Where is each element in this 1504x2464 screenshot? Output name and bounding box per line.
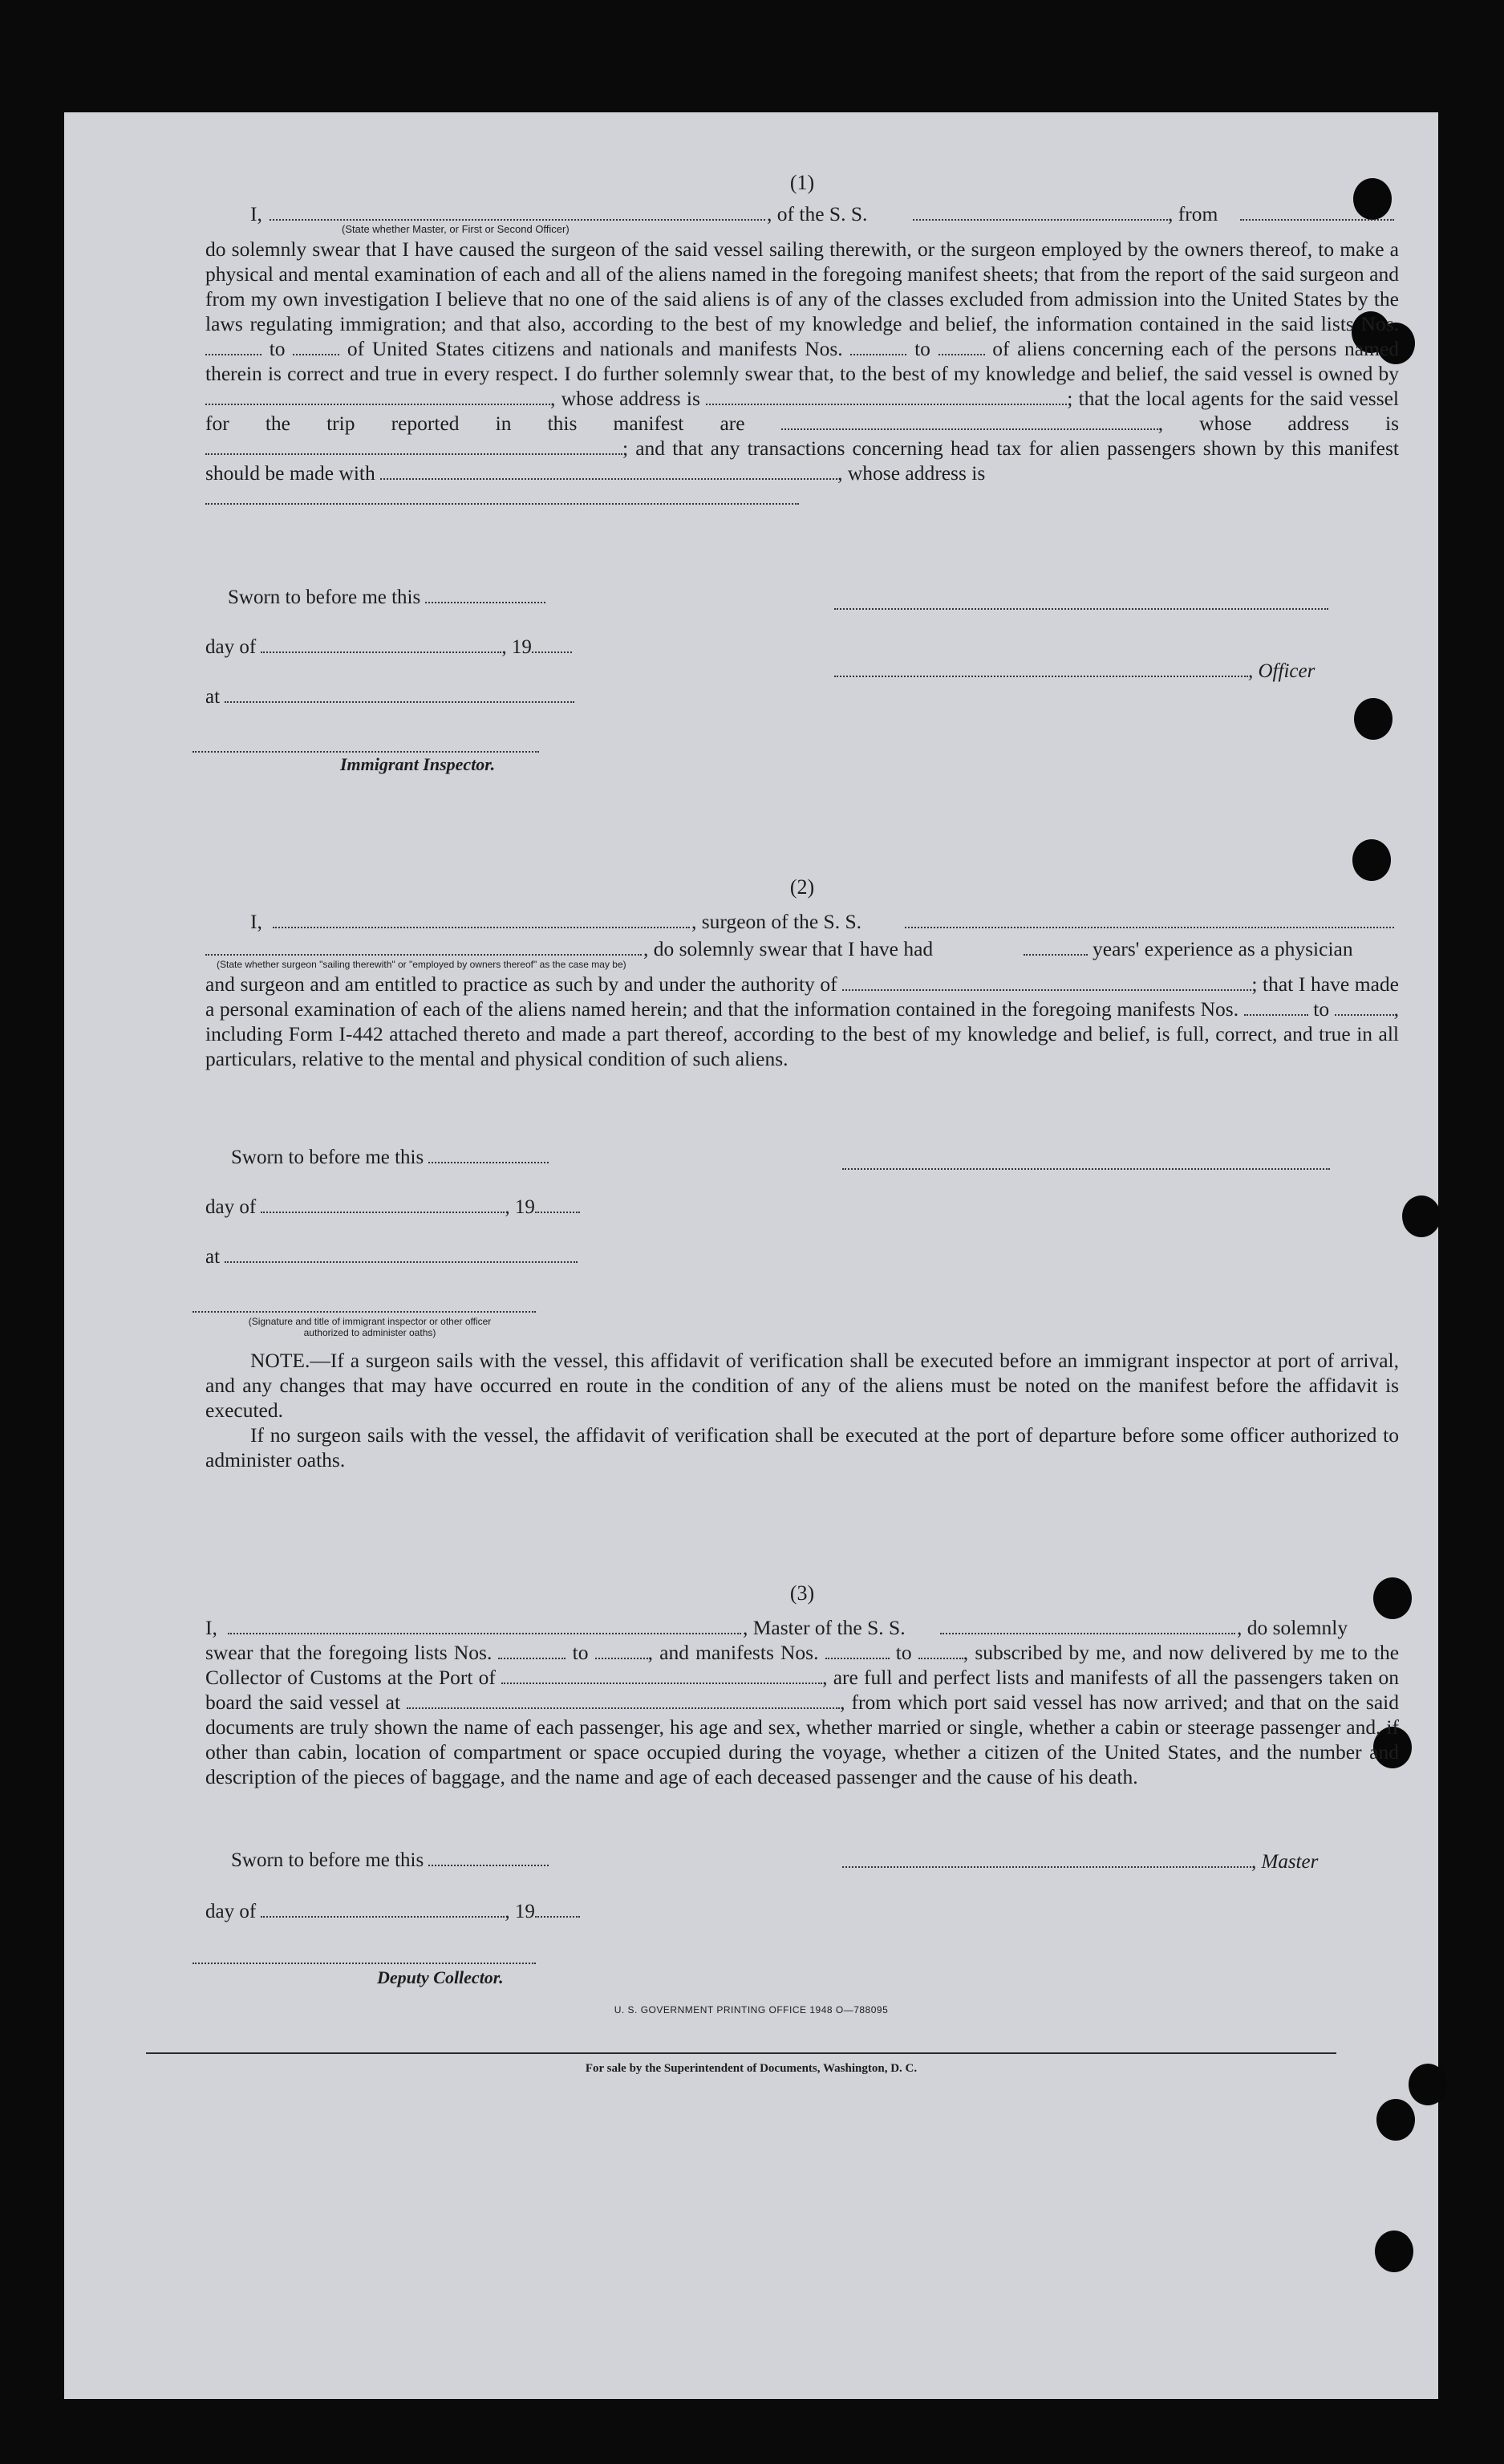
name-field[interactable] — [270, 203, 765, 221]
lists-from-field[interactable] — [498, 1642, 566, 1659]
officer-line — [834, 660, 1315, 683]
officer-signature-field[interactable] — [834, 660, 1248, 677]
section-heading: (2) — [789, 875, 815, 899]
at-label: at — [205, 1246, 221, 1268]
whose-address-label: , whose address is — [550, 387, 700, 410]
inspector-label: Immigrant Inspector. — [340, 754, 496, 774]
oath-part-2: of United States citizens and nationals and manifests Nos. — [347, 337, 843, 360]
inspector-signature-line — [193, 1311, 536, 1313]
i-label: I, — [205, 1616, 217, 1639]
head-tax-field[interactable] — [380, 462, 837, 480]
date-line — [205, 635, 572, 659]
agents-field[interactable] — [781, 412, 1158, 430]
oath-part-3: manifests of all the passengers taken on board the said vessel at — [205, 1666, 1399, 1714]
surgeon-oath-text: and surgeon and am entitled to practice as such by and under the authority of ; that I have made a personal examination of each of the aliens named herein; and that the information contained in the foregoing manifests Nos. to , including Form I-442 attached thereto and made a part thereof, according to the best of my knowledge and belief, is full, correct, and true in all particulars, relative to the mental and physical condition of such aliens. — [205, 972, 1400, 1070]
manifests-label: , and manifests Nos. — [647, 1641, 819, 1664]
note-text-2: If no surgeon sails with the vessel, the affidavit of verification shall be executed at the port of departure before some officer authorized to administer oaths. — [205, 1423, 1399, 1471]
departure-port-field[interactable] — [407, 1691, 840, 1709]
vessel-name-field[interactable] — [940, 1617, 1235, 1634]
affidavit-3 — [205, 1581, 1399, 1789]
section-heading: (1) — [789, 171, 815, 194]
affidavit-2 — [205, 875, 1399, 1071]
i-label: I, — [250, 910, 262, 933]
agents-address-field[interactable] — [205, 437, 622, 455]
authority-field[interactable] — [842, 973, 1251, 991]
note-section — [205, 1348, 1399, 1472]
oath-text: do solemnly swear that I have caused the surgeon of the said vessel sailing therewith, or the surgeon employed by the owners thereof, to make a physical and mental examination of each and all of the aliens named in the foregoing manifest sheets; that from the report of the said surgeon and from my own investigation I believe that no one of the said aliens is of any of the classes excluded from admission into the United States by the laws regulating immigration; and that also, according to the best of my knowledge and belief, the information contained in the said lists Nos. to of United States citizens and nationals and manifests Nos. to of aliens concerning each of the persons named therein is correct and true in every respect. I do further solemnly swear that, to the best of my knowledge and belief, the said vessel is owned by , whose address is ; that the local agents for the said vessel for the trip reported in this manifest are , whose address is ; and that any transactions concerning head tax for alien passengers shown by this manifest should be made with , whose address is — [205, 237, 1400, 485]
surgeon-of-label: , surgeon of the S. S. — [691, 910, 862, 933]
from-port-field[interactable] — [1240, 203, 1394, 221]
date-line — [205, 1195, 580, 1219]
sworn-line — [231, 1146, 549, 1169]
at-label: at — [205, 686, 221, 708]
field-hint: (State whether Master, or First or Second Officer) — [342, 223, 570, 235]
oath-part-2: that I have made a personal examination of each of the aliens named herein; and that the information contained in the foregoing manifests Nos. — [205, 972, 1400, 1021]
punch-hole — [1375, 2231, 1413, 2272]
year-field[interactable] — [535, 1900, 580, 1918]
sale-notice: For sale by the Superintendent of Documents, Washington, D. C. — [585, 2062, 918, 2075]
at-line — [205, 1245, 578, 1269]
years-field[interactable] — [1024, 938, 1088, 956]
master-oath-text — [205, 1640, 1399, 1789]
section-heading: (3) — [789, 1581, 815, 1605]
master-of-label: , Master of the S. S. — [743, 1616, 906, 1639]
subscribed-label: , subscribed by me, and now — [963, 1641, 1204, 1664]
to-label: to — [269, 337, 286, 360]
vessel-name-field[interactable] — [913, 203, 1168, 221]
owner-field[interactable] — [205, 388, 550, 405]
years-label: years' experience as a physician — [1093, 937, 1353, 960]
date-line — [205, 1900, 580, 1923]
sworn-day-field[interactable] — [425, 586, 545, 603]
month-field[interactable] — [261, 1900, 505, 1918]
whose-address-label: whose address is — [1199, 412, 1400, 435]
year-label: , 19 — [501, 636, 532, 658]
manifests-to-field[interactable] — [1335, 998, 1394, 1016]
officer-label: , Officer — [1248, 660, 1315, 682]
year-label: , 19 — [505, 1196, 535, 1218]
signature-hint: (Signature and title of immigrant inspector or other officer authorized to administer oaths) — [248, 1316, 492, 1338]
manifests-from-field[interactable] — [1244, 998, 1308, 1016]
to-label: to — [895, 1641, 912, 1664]
lists-to-field[interactable] — [595, 1642, 648, 1659]
day-of-label: day of — [205, 1196, 257, 1218]
manifests-from-field[interactable] — [850, 338, 906, 355]
month-field[interactable] — [261, 1195, 505, 1213]
oath-part-5: ; and that any transactions concerning head tax for alien passengers shown by this manifest should be made with — [205, 436, 1399, 485]
year-field[interactable] — [532, 635, 572, 653]
punch-hole — [1376, 2099, 1415, 2141]
month-field[interactable] — [261, 635, 501, 653]
vessel-name-field[interactable] — [905, 911, 1394, 928]
note-label: NOTE. — [250, 1349, 310, 1372]
sworn-line — [228, 586, 545, 609]
note-paragraph-2 — [205, 1423, 1399, 1472]
head-tax-address-field[interactable] — [205, 487, 799, 505]
year-label: , 19 — [505, 1901, 535, 1922]
deputy-label: Deputy Collector. — [377, 1967, 504, 1987]
master-label: , Master — [1251, 1851, 1319, 1873]
oath-part-4: that the local agents for the said vessel for the trip reported in this manifest are — [205, 387, 1400, 435]
lists-to-field[interactable] — [293, 338, 339, 355]
oath-part-1: and surgeon and am entitled to practice as such by and under the authority of — [205, 972, 837, 996]
sworn-day-field[interactable] — [428, 1146, 549, 1163]
to-label: to — [1313, 997, 1330, 1021]
sworn-line — [231, 1849, 549, 1872]
gpo-imprint: U. S. GOVERNMENT PRINTING OFFICE 1948 O—788095 — [614, 2004, 889, 2015]
whose-address-label: , whose address is — [837, 461, 986, 485]
sworn-day-field[interactable] — [428, 1849, 549, 1866]
note-text-1: —If a surgeon sails with the vessel, this affidavit of verification shall be executed before an immigrant inspector at port of arrival, and any changes that may have occurred en route in the condition of any of the aliens must be noted on the manifest before the affidavit is executed. — [205, 1349, 1399, 1422]
affidavit-1 — [205, 170, 1399, 510]
to-label: to — [572, 1641, 589, 1664]
inspector-signature-line — [193, 751, 539, 753]
i-label: I, — [250, 202, 262, 225]
day-of-label: day of — [205, 1901, 257, 1922]
footer-rule — [146, 2052, 1336, 2054]
surgeon-type-field[interactable] — [205, 938, 642, 956]
oath-part-1: swear that the foregoing lists Nos. — [205, 1641, 493, 1664]
manifests-to-field[interactable] — [918, 1642, 963, 1659]
are-full-label: , are full and perfect lists and — [822, 1666, 1064, 1689]
oath-part-3: of aliens concerning each of the persons named therein is correct and true in every respect. I do further solemnly swear that, to the best of my knowledge and belief, the said vessel is owned by — [205, 337, 1400, 385]
manifests-to-field[interactable] — [938, 338, 985, 355]
punch-hole — [1402, 1195, 1441, 1237]
day-of-label: day of — [205, 636, 257, 658]
of-ss-label: , of the S. S. — [767, 202, 868, 225]
sworn-label: Sworn to before me this — [231, 1147, 424, 1168]
oath-part-2: delivered by me to the Collector of Customs at the Port of — [205, 1641, 1400, 1689]
master-signature-field[interactable] — [842, 1850, 1251, 1868]
master-line — [842, 1850, 1318, 1873]
from-label: , from — [1168, 202, 1218, 225]
to-label: to — [914, 337, 930, 360]
year-field[interactable] — [535, 1195, 580, 1213]
place-field[interactable] — [225, 685, 574, 703]
note-paragraph-1 — [205, 1348, 1399, 1423]
surgeon-signature-line — [842, 1168, 1330, 1170]
do-solemnly-label: , do solemnly — [1237, 1616, 1348, 1639]
surgeon-name-field[interactable] — [273, 911, 690, 928]
place-field[interactable] — [225, 1245, 578, 1263]
deputy-signature-line — [193, 1963, 536, 1964]
officer-signature-line-top — [834, 608, 1328, 610]
manifests-from-field[interactable] — [825, 1642, 890, 1659]
master-name-field[interactable] — [228, 1617, 741, 1634]
do-solemnly-label: , do solemnly swear that I have had — [643, 937, 934, 960]
field-hint: (State whether surgeon "sailing therewith" or "employed by owners thereof" as the case may be) — [217, 959, 626, 970]
sworn-label: Sworn to before me this — [228, 587, 421, 608]
port-field[interactable] — [501, 1666, 822, 1684]
oath-part-1: do solemnly swear that I have caused the surgeon of the said vessel sailing therewith, or the surgeon employed by the owners thereof, to make a physical and mental examination of each and all of the aliens named in the foregoing manifest sheets; that from the report of the said surgeon and from my own investigation I believe that no one of the said aliens is of any of the classes excluded from admission into the United States by the laws regulating immigration; and that also, according to the best of my knowledge and belief, the information contained in the said lists Nos. — [205, 237, 1399, 335]
oath-part-3: , including Form I-442 attached thereto and made a part thereof, according to the best of my knowledge and belief, is full, correct, and true in all particulars, relative to the mental and physical condition of such aliens. — [205, 997, 1400, 1070]
sworn-label: Sworn to before me this — [231, 1849, 424, 1871]
owner-address-field[interactable] — [706, 388, 1067, 405]
oath-part-4: port said vessel has now arrived; and that on the said documents are truly shown the name of each passenger, his age and sex, whether married or single, whether a cabin or steerage passenger and, if other than cabin, location of compartment or space occupied during the voyage, whether a citizen of the United States, and the number and description of the pieces of baggage, and the name and age of each deceased passenger and the cause of his death. — [205, 1691, 1400, 1788]
from-which-label: , from which — [840, 1691, 948, 1714]
lists-from-field[interactable] — [205, 338, 261, 355]
punch-hole — [1354, 698, 1393, 740]
form-page — [64, 112, 1438, 2399]
at-line — [205, 685, 574, 708]
